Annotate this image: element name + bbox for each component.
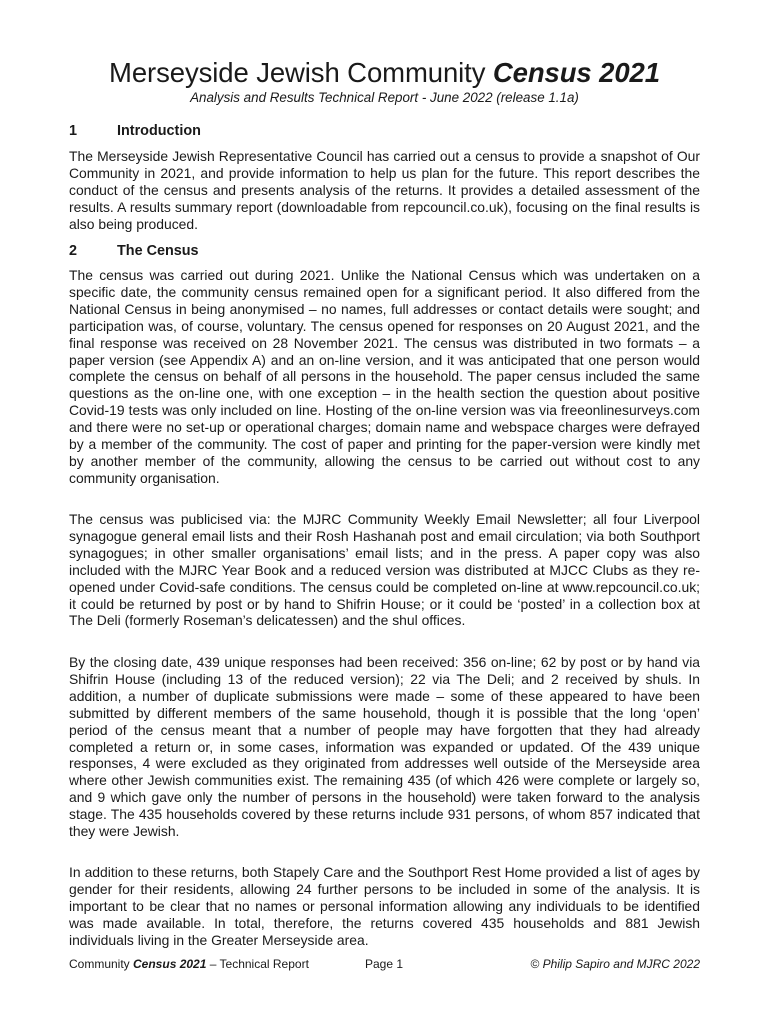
section-title: The Census	[117, 243, 199, 259]
paragraph: The census was publicised via: the MJRC Community Weekly Email Newsletter; all four Liverpool synagogue general email lists and their Rosh Hashanah post and email circulation; via both Southport synagogues; in other smaller organisations’ email lists; and in the press. A paper copy was also included with the MJRC Year Book and a reduced version was distributed at MJCC Clubs as they re-opened under Covid-safe conditions. The census could be completed on-line at www.repcouncil.co.uk; it could be returned by post or by hand to Shifrin House; or it could be ‘posted’ in a collection box at The Deli (formerly Roseman’s delicatessen) and the shul offices.	[69, 511, 700, 629]
section-heading	[69, 122, 201, 140]
section-title: Introduction	[117, 123, 201, 139]
section-number: 1	[69, 123, 78, 139]
footer-prefix: Community	[69, 957, 134, 971]
section-number: 2	[69, 243, 78, 259]
page-footer	[69, 955, 700, 973]
document-subtitle: Analysis and Results Technical Report - June 2022 (release 1.1a)	[190, 90, 579, 105]
footer-brand: Census 2021	[133, 957, 207, 971]
title-emphasis: Census 2021	[492, 57, 660, 88]
document-title	[69, 56, 700, 90]
footer-suffix: – Technical Report	[206, 957, 309, 971]
footer-report-name	[69, 955, 309, 973]
footer-copyright: © Philip Sapiro and MJRC 2022	[530, 957, 700, 971]
paragraph: The census was carried out during 2021. Unlike the National Census which was undertaken on a specific date, the community census remained open for a significant period. It also differed from the National Census in being anonymised – no names, full addresses or contact details were sought; and participation was, of course, voluntary. The census opened for responses on 20 August 2021, and the final response was received on 28 November 2021. The census was distributed in two formats – a paper version (see Appendix A) and an on-line version, and it was anticipated that one person would complete the census on behalf of all persons in the household. The paper census included the same questions as the on-line one, with one exception – in the health section the question about positive Covid-19 tests was only included on line. Hosting of the on-line version was via freeonlinesurveys.com and there were no set-up or operational charges; domain name and webspace charges were defrayed by a member of the community. The cost of paper and printing for the paper-version were kindly met by another member of the community, allowing the census to be carried out without cost to any community organisation.	[69, 267, 700, 486]
title-main: Merseyside Jewish Community	[109, 57, 493, 88]
section-heading	[69, 242, 199, 260]
paragraph: By the closing date, 439 unique responses had been received: 356 on-line; 62 by post or by hand via Shifrin House (including 13 of the reduced version); 22 via The Deli; and 2 received by shuls. In addition, a number of duplicate submissions were made – some of these appeared to have been submitted by different members of the same household, though it is possible that the long ‘open’ period of the census meant that a number of people may have forgotten that they had already completed a return or, in some cases, information was expanded or updated. Of the 439 unique responses, 4 were excluded as they originated from addresses well outside of the Merseyside area where other Jewish communities exist. The remaining 435 (of which 426 were complete or largely so, and 9 which gave only the number of persons in the household) were taken forward to the analysis stage. The 435 households covered by these returns include 931 persons, of whom 857 indicated that they were Jewish.	[69, 654, 700, 840]
paragraph: In addition to these returns, both Stapely Care and the Southport Rest Home provided a list of ages by gender for their residents, allowing 24 further persons to be included in some of the analysis. It is important to be clear that no names or personal information allowing any individuals to be identified was made available. In total, therefore, the returns covered 435 households and 881 Jewish individuals living in the Greater Merseyside area.	[69, 864, 700, 948]
footer-page-number: Page 1	[365, 957, 404, 971]
paragraph: The Merseyside Jewish Representative Council has carried out a census to provide a snapshot of Our Community in 2021, and provide information to help us plan for the future. This report describes the conduct of the census and presents analysis of the returns. It provides a detailed assessment of the results. A results summary report (downloadable from repcouncil.co.uk), focusing on the final results is also being produced.	[69, 148, 700, 232]
